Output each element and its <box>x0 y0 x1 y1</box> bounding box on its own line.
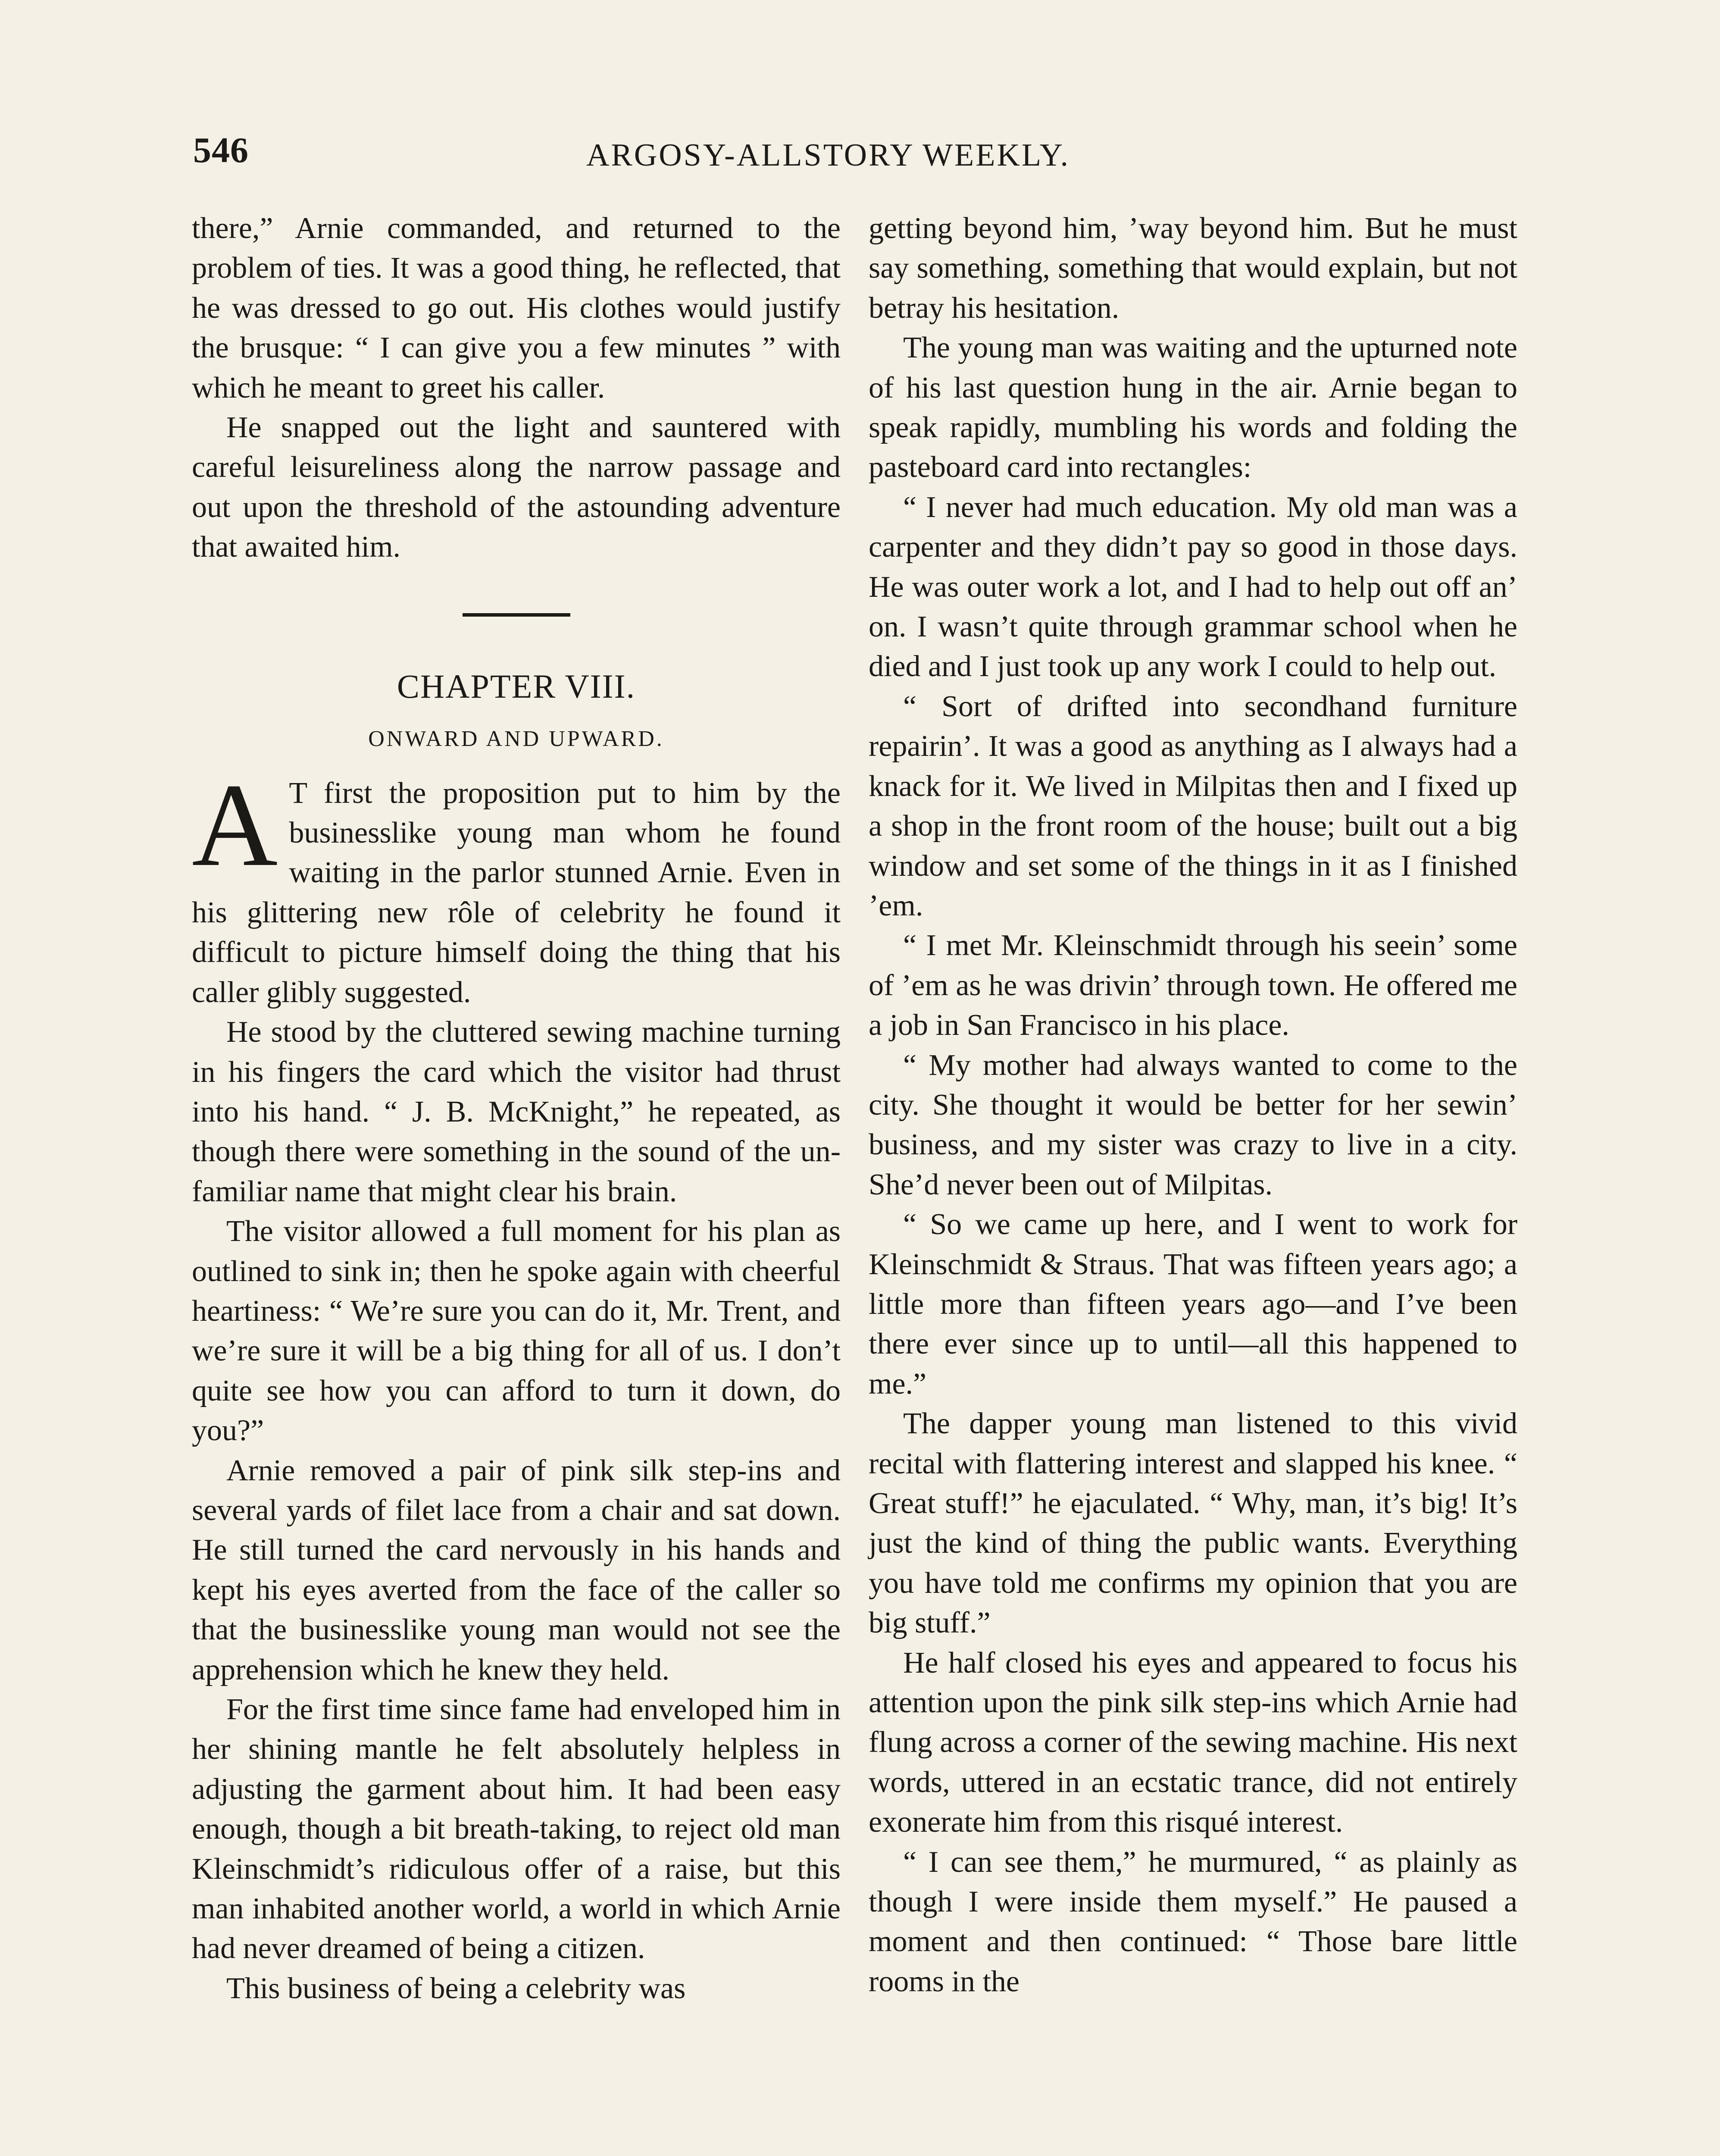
left-column <box>192 209 841 2009</box>
paragraph: He half closed his eyes and appeared to focus his attention upon the pink silk step-ins which Arnie had flung across a corner of the sewing machine. His next words, uttered in an ecstatic trance, did not entirely exonerate him from this risqué interest. <box>869 1646 1517 1839</box>
section-divider <box>463 613 570 617</box>
chapter-subtitle: ONWARD AND UPWARD. <box>368 726 664 751</box>
paragraph: The young man was waiting and the upturned note of his last question hung in the air. Arnie began to speak rapidly, mumbling his words and folding the pasteboard card into rectangles: <box>869 331 1517 484</box>
page-number: 546 <box>193 130 249 170</box>
paragraph: “ I never had much education. My old man was a carpenter and they didn’t pay so good in those days. He was outer work a lot, and I had to help out off an’ on. I wasn’t quite through grammar school when he died and I just took up any work I could to help out. <box>869 490 1517 683</box>
paragraph: Arnie removed a pair of pink silk step-ins and several yards of filet lace from a chair and sat down. He still turned the card nervously in his hands and kept his eyes averted from the face of the caller so that the businesslike young man would not see the apprehension which he knew they held. <box>192 1454 841 1686</box>
paragraph: “ Sort of drifted into secondhand furniture repairin’. It was a good as anything as I always had a knack for it. We lived in Milpitas then and I fixed up a shop in the front room of the house; built out a big window and set some of the things in it as I finished ’em. <box>869 689 1517 922</box>
opening-paragraph <box>192 758 841 1012</box>
paragraph: “ My mother had always wanted to come to the city. She thought it would be better for her sewin’ business, and my sister was crazy to live in a city. She’d never been out of Milpitas. <box>869 1048 1517 1201</box>
running-head: ARGOSY-ALLSTORY WEEKLY. <box>586 138 1070 173</box>
paragraph: The visitor allowed a full moment for his plan as outlined to sink in; then he spoke again with cheerful heartiness: “ We’re sure you can do it, Mr. Trent, and we’re sure it will be a big thing for all of us. I don’t quite see how you can afford to turn it down, do you?” <box>192 1215 841 1448</box>
paragraph: The dapper young man listened to this vivid recital with flattering interest and slapped his knee. “ Great stuff!” he ejaculated. “ Why, man, it’s big! It’s just the kind of thing the public wants. Everything you have told me confirms my opinion that you are big stuff.” <box>869 1407 1517 1640</box>
drop-cap: A <box>192 758 278 891</box>
paragraph: He stood by the cluttered sewing machine turning in his fingers the card which the visitor had thrust into his hand. “ J. B. McKnight,” he repeated, as though there were something in the sound of the unfamiliar name that might clear his brain. <box>192 1015 841 1208</box>
paragraph: “ So we came up here, and I went to work for Kleinschmidt & Straus. That was fifteen years ago; a little more than fifteen years ago—and I’ve been there ever since up to until—all this happened to me.” <box>869 1208 1517 1401</box>
paragraph: getting beyond him, ’way beyond him. But he must say something, something that would explain, but not betray his hesitation. <box>869 212 1517 325</box>
paragraph: “ I met Mr. Kleinschmidt through his seein’ some of ’em as he was drivin’ through town. He offered me a job in San Francisco in his place. <box>869 929 1517 1042</box>
paragraph: there,” Arnie commanded, and returned to the problem of ties. It was a good thing, he reflected, that he was dressed to go out. His clothes would justify the brusque: “ I can give you a few minutes ” with which he meant to greet his caller. <box>192 212 841 404</box>
opening-paragraph-text: T first the proposition put to him by the businesslike young man whom he found waiting in the parlor stunned Arnie. Even in his glittering new rôle of celebrity he found it difficult to picture himself doing the thing that his caller glibly suggested. <box>192 776 841 1009</box>
paragraph: For the first time since fame had enveloped him in her shining mantle he felt absolutely helpless in adjusting the garment about him. It had been easy enough, though a bit breath-taking, to reject old man Kleinschmidt’s ridiculous offer of a raise, but this man inhabited another world, a world in which Arnie had never dreamed of being a citizen. <box>192 1693 841 1965</box>
paragraph: This business of being a celebrity was <box>226 1971 686 2005</box>
paragraph: He snapped out the light and sauntered with careful leisureliness along the narrow passage and out upon the threshold of the astounding adventure that awaited him. <box>192 411 841 564</box>
paragraph: “ I can see them,” he murmured, “ as plainly as though I were inside them myself.” He paused a moment and then continued: “ Those bare little rooms in the <box>869 1845 1517 1998</box>
chapter-title: CHAPTER VIII. <box>397 667 636 705</box>
right-column <box>869 209 1517 2002</box>
